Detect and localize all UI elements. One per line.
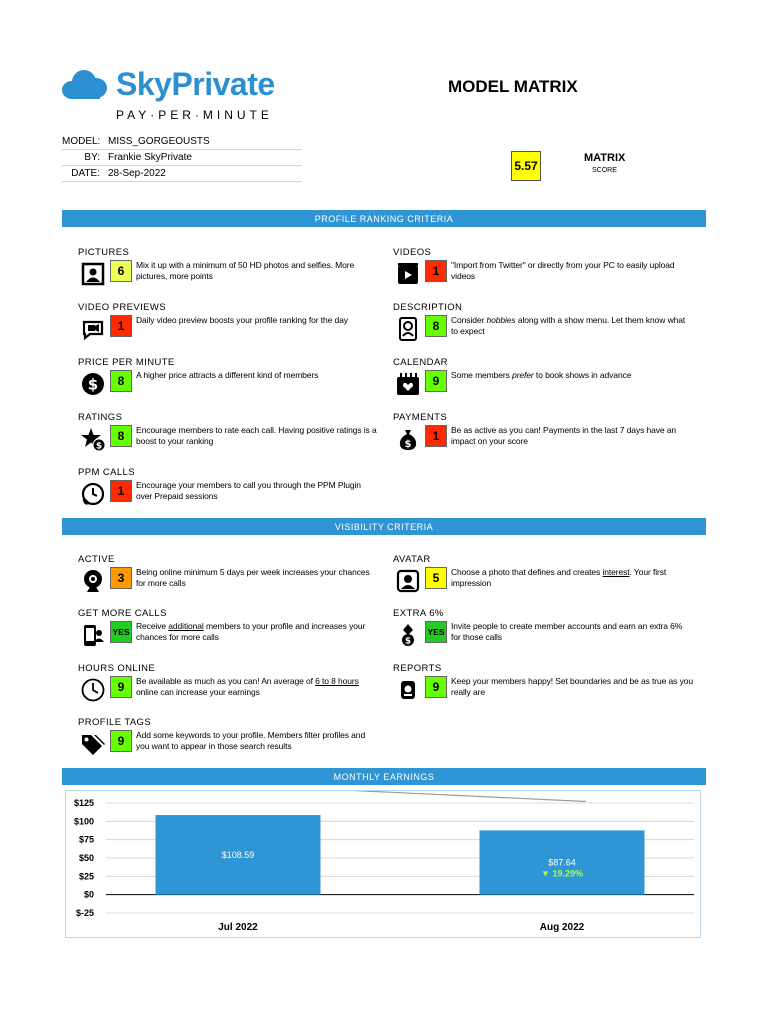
desc-part: members to your profile and increases your chances for more calls bbox=[136, 621, 366, 642]
meta-model-value: MISS_GORGEOUSTS bbox=[108, 136, 210, 147]
dollar-icon bbox=[80, 371, 106, 397]
trendline bbox=[226, 791, 586, 802]
criteria-score: 1 bbox=[425, 260, 447, 282]
report-icon bbox=[395, 677, 421, 703]
criteria-name: RATINGS bbox=[78, 412, 123, 423]
criteria-score: 1 bbox=[425, 425, 447, 447]
criteria-pictures bbox=[78, 247, 378, 287]
desc-part: Some members bbox=[451, 370, 513, 380]
mobile-user-icon bbox=[80, 622, 106, 648]
meta-date bbox=[62, 166, 302, 182]
criteria-name: CALENDAR bbox=[393, 357, 448, 368]
criteria-description: Encourage members to rate each call. Having positive ratings is a boost to your ranking bbox=[136, 425, 377, 446]
criteria-description: Encourage your members to call you through the PPM Plugin over Prepaid sessions bbox=[136, 480, 361, 501]
criteria-name: PRICE PER MINUTE bbox=[78, 357, 175, 368]
earnings-chart-svg bbox=[66, 791, 702, 939]
calendar-icon bbox=[395, 371, 421, 397]
criteria-description bbox=[393, 302, 693, 342]
x-category-label: Aug 2022 bbox=[539, 922, 585, 933]
criteria-name: PROFILE TAGS bbox=[78, 717, 152, 728]
change-percent-label: ▼ 19.29% bbox=[541, 868, 583, 879]
criteria-description: Daily video preview boosts your profile ranking for the day bbox=[136, 315, 348, 325]
criteria-score: 8 bbox=[110, 425, 132, 447]
tags-icon bbox=[80, 731, 106, 757]
criteria-description: "Import from Twitter" or directly from your PC to easily upload videos bbox=[451, 260, 675, 281]
criteria-score: 9 bbox=[425, 370, 447, 392]
criteria-score: YES bbox=[110, 621, 132, 643]
criteria-description: Mix it up with a minimum of 50 HD photos and selfies. More pictures, more points bbox=[136, 260, 355, 281]
criteria-ppm-calls bbox=[78, 467, 378, 507]
criteria-name: GET MORE CALLS bbox=[78, 608, 167, 619]
criteria-payments bbox=[393, 412, 693, 452]
criteria-score: 9 bbox=[110, 676, 132, 698]
criteria-description: Add some keywords to your profile. Members filter profiles and you want to appear in those search results bbox=[136, 730, 366, 751]
matrix-score-label: MATRIX bbox=[584, 152, 626, 164]
matrix-score-value: 5.57 bbox=[511, 151, 541, 181]
desc-part: . Your first impression bbox=[451, 567, 667, 588]
report-meta bbox=[62, 134, 302, 182]
desc-part: Receive bbox=[136, 621, 169, 631]
criteria-name: VIDEO PREVIEWS bbox=[78, 302, 166, 313]
desc-emphasis: interest bbox=[602, 567, 630, 577]
criteria-description: A higher price attracts a different kind of members bbox=[136, 370, 319, 380]
desc-part: Consider bbox=[451, 315, 487, 325]
desc-emphasis: 6 to 8 hours bbox=[315, 676, 359, 686]
meta-model-key: MODEL: bbox=[62, 136, 101, 147]
desc-emphasis: hobbies bbox=[486, 315, 516, 325]
money-bag-icon bbox=[395, 426, 421, 452]
y-tick-label: $100 bbox=[73, 816, 94, 827]
criteria-description-text bbox=[451, 315, 693, 336]
criteria-score: 5 bbox=[425, 567, 447, 589]
meta-by-key: BY: bbox=[84, 152, 100, 163]
criteria-name: PICTURES bbox=[78, 247, 130, 258]
webcam-icon bbox=[80, 568, 106, 594]
criteria-reports bbox=[393, 663, 693, 703]
criteria-score: 8 bbox=[425, 315, 447, 337]
y-tick-label: $0 bbox=[83, 889, 94, 900]
cloud-logo-icon bbox=[62, 68, 112, 102]
svg-text:$: $ bbox=[87, 375, 99, 394]
desc-part: Be available as much as you can! An average of bbox=[136, 676, 316, 686]
y-tick-label: $50 bbox=[78, 853, 94, 863]
criteria-description: Being online minimum 5 days per week increases your chances for more calls bbox=[136, 567, 370, 588]
criteria-description-text bbox=[451, 370, 693, 381]
criteria-video-previews bbox=[78, 302, 378, 342]
desc-part: online can increase your earnings bbox=[136, 686, 260, 697]
desc-emphasis: prefer bbox=[512, 370, 534, 380]
criteria-name: DESCRIPTION bbox=[393, 302, 463, 313]
y-tick-label: $125 bbox=[73, 798, 94, 808]
criteria-active bbox=[78, 554, 378, 594]
logo-tagline: PAY·PER·MINUTE bbox=[116, 108, 273, 122]
criteria-name: PAYMENTS bbox=[393, 412, 448, 423]
profile-card-icon bbox=[395, 316, 421, 342]
video-icon bbox=[395, 261, 421, 287]
criteria-description-text bbox=[451, 567, 693, 588]
phone-clock-icon bbox=[80, 481, 106, 507]
criteria-name: EXTRA 6% bbox=[393, 608, 444, 619]
earnings-chart bbox=[65, 790, 701, 938]
criteria-price-per-minute bbox=[78, 357, 378, 397]
desc-emphasis: additional bbox=[168, 621, 204, 631]
section-visibility: VISIBILITY CRITERIA bbox=[62, 518, 706, 535]
skyprivate-logo bbox=[62, 66, 292, 126]
matrix-score-sublabel: SCORE bbox=[592, 167, 617, 174]
star-dollar-icon bbox=[80, 426, 106, 452]
section-monthly-earnings: MONTHLY EARNINGS bbox=[62, 768, 706, 785]
x-category-label: Jul 2022 bbox=[218, 922, 258, 933]
y-tick-label: $-25 bbox=[75, 908, 94, 918]
page-title: MODEL MATRIX bbox=[448, 77, 578, 96]
desc-part: Choose a photo that defines and creates bbox=[451, 567, 603, 577]
criteria-score: 8 bbox=[110, 370, 132, 392]
criteria-score: 6 bbox=[110, 260, 132, 282]
svg-text:$: $ bbox=[95, 441, 103, 452]
svg-text:$: $ bbox=[404, 636, 412, 647]
criteria-description-text bbox=[136, 676, 378, 697]
svg-text:$: $ bbox=[404, 439, 412, 450]
y-tick-label: $25 bbox=[78, 871, 94, 882]
desc-part: along with a show menu. Let them know what to expect bbox=[451, 315, 686, 336]
criteria-hours-online bbox=[78, 663, 378, 703]
criteria-get-more-calls bbox=[78, 608, 378, 648]
avatar-icon bbox=[395, 568, 421, 594]
criteria-calendar bbox=[393, 357, 693, 397]
meta-model bbox=[62, 134, 302, 150]
criteria-avatar bbox=[393, 554, 693, 594]
criteria-description-text bbox=[136, 621, 378, 642]
criteria-score: YES bbox=[425, 621, 447, 643]
logo-brand: SkyPrivate bbox=[116, 66, 275, 102]
y-tick-label: $75 bbox=[78, 834, 94, 845]
diamond-dollar-icon bbox=[395, 622, 421, 648]
meta-by bbox=[62, 150, 302, 166]
meta-date-value: 28-Sep-2022 bbox=[108, 168, 166, 179]
criteria-score: 1 bbox=[110, 480, 132, 502]
criteria-name: REPORTS bbox=[393, 663, 442, 674]
bar-data-label: $108.59 bbox=[221, 849, 255, 860]
criteria-name: AVATAR bbox=[393, 554, 431, 565]
video-chat-icon bbox=[80, 316, 106, 342]
bar-data-label: $87.64 bbox=[548, 857, 576, 868]
criteria-videos bbox=[393, 247, 693, 287]
criteria-profile-tags bbox=[78, 717, 378, 757]
criteria-description: Be as active as you can! Payments in the last 7 days have an impact on your score bbox=[451, 425, 677, 446]
criteria-ratings bbox=[78, 412, 378, 452]
desc-part: to book shows in advance bbox=[533, 370, 632, 380]
criteria-score: 3 bbox=[110, 567, 132, 589]
criteria-name: PPM CALLS bbox=[78, 467, 135, 478]
meta-by-value: Frankie SkyPrivate bbox=[108, 152, 192, 163]
criteria-name: HOURS ONLINE bbox=[78, 663, 156, 674]
clock-icon bbox=[80, 677, 106, 703]
criteria-name: VIDEOS bbox=[393, 247, 432, 258]
picture-icon bbox=[80, 261, 106, 287]
criteria-score: 1 bbox=[110, 315, 132, 337]
criteria-description: Keep your members happy! Set boundaries and be as true as you really are bbox=[451, 676, 693, 697]
criteria-name: ACTIVE bbox=[78, 554, 115, 565]
criteria-description: Invite people to create member accounts and earn an extra 6% for those calls bbox=[451, 621, 683, 642]
criteria-score: 9 bbox=[425, 676, 447, 698]
criteria-score: 9 bbox=[110, 730, 132, 752]
section-profile-ranking: PROFILE RANKING CRITERIA bbox=[62, 210, 706, 227]
meta-date-key: DATE: bbox=[71, 168, 100, 179]
criteria-extra-6 bbox=[393, 608, 693, 648]
